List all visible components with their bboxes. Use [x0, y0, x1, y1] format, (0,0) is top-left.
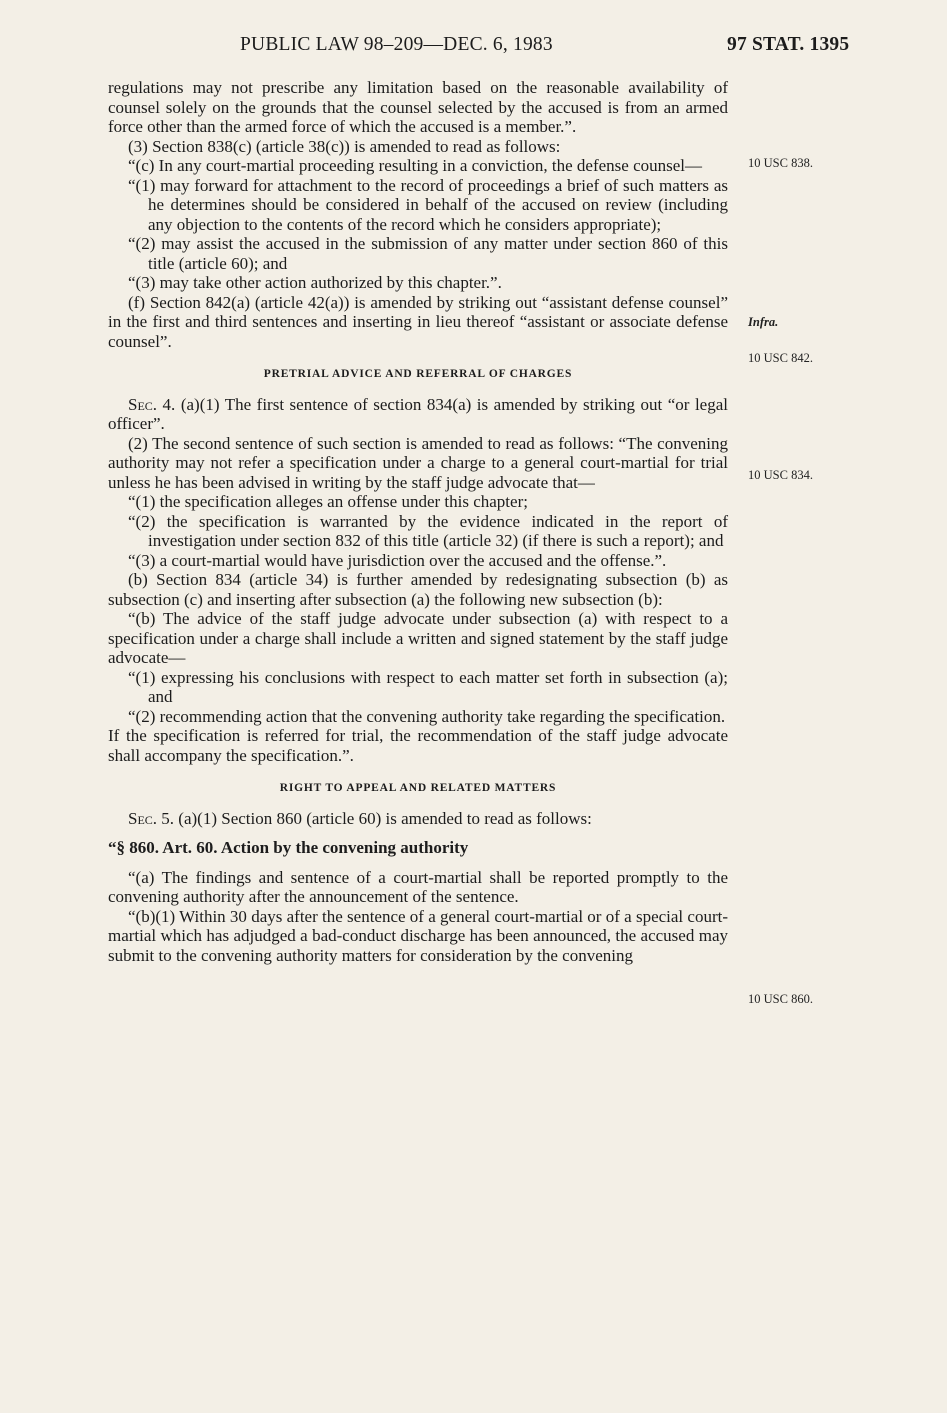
body-text	[108, 78, 728, 965]
section-label: Sec. 4.	[128, 394, 176, 414]
paragraph: (2) The second sentence of such section is amended to read as follows: “The convening authority may not refer a specification under a charge to a general court-martial for trial unless he has been advised in writing by the staff judge advocate that—	[108, 433, 728, 492]
paragraph: “(1) expressing his conclusions with respect to each matter set forth in subsection (a); and	[128, 667, 728, 706]
section-heading: PRETRIAL ADVICE AND REFERRAL OF CHARGES	[263, 368, 573, 380]
paragraph: “(3) a court-martial would have jurisdiction over the accused and the offense.”.	[128, 550, 667, 570]
paragraph-text: (a)(1) The first sentence of section 834(a) is amended by striking out “or legal officer”.	[108, 394, 728, 433]
margin-note-infra: Infra.	[748, 315, 779, 329]
paragraph: “(2) may assist the accused in the submission of any matter under section 860 of this title (article 60); and	[128, 234, 728, 273]
margin-note-10usc838: 10 USC 838.	[748, 156, 813, 170]
paragraph: “(1) the specification alleges an offense under this chapter;	[128, 492, 528, 511]
paragraph: “(3) may take other action authorized by this chapter.”.	[128, 273, 502, 292]
paragraph: If the specification is referred for trial, the recommendation of the staff judge advocate shall accompany the specification.”.	[108, 726, 728, 765]
paragraph: “(b) The advice of the staff judge advocate under subsection (a) with respect to a specification under a charge shall include a written and signed statement by the staff judge advocate—	[108, 609, 728, 667]
paragraph: “(b)(1) Within 30 days after the sentence of a general court-martial or of a special court-martial which has adjudged a bad-conduct discharge has been announced, the accused may submit to the convening authority matters for consideration by the convening	[108, 906, 728, 965]
margin-note-10usc860: 10 USC 860.	[748, 992, 813, 1006]
paragraph: (f) Section 842(a) (article 42(a)) is amended by striking out “assistant defense counsel” in the first and third sentences and inserting in lieu thereof “assistant or associate defense counsel”.	[108, 292, 728, 351]
paragraph: (3) Section 838(c) (article 38(c)) is amended to read as follows:	[128, 136, 561, 156]
margin-note-10usc842: 10 USC 842.	[748, 351, 813, 365]
paragraph: “(c) In any court-martial proceeding resulting in a conviction, the defense counsel—	[128, 156, 703, 175]
section-title: “§ 860. Art. 60. Action by the convening authority	[108, 838, 469, 857]
paragraph: “(2) recommending action that the convening authority take regarding the specification.	[128, 706, 726, 726]
paragraph-text: (a)(1) Section 860 (article 60) is amended to read as follows:	[174, 808, 592, 828]
running-header-stat: 97 STAT. 1395	[727, 34, 850, 55]
paragraph	[108, 809, 728, 829]
running-header-title: PUBLIC LAW 98–209—DEC. 6, 1983	[240, 34, 553, 55]
section-label: Sec. 5.	[128, 808, 175, 828]
paragraph: (b) Section 834 (article 34) is further amended by redesignating subsection (b) as subsection (c) and inserting after subsection (a) the following new subsection (b):	[108, 570, 728, 609]
section-heading: RIGHT TO APPEAL AND RELATED MATTERS	[279, 782, 557, 794]
paragraph: “(a) The findings and sentence of a court-martial shall be reported promptly to the convening authority after the announcement of the sentence.	[108, 867, 728, 906]
paragraph: “(1) may forward for attachment to the record of proceedings a brief of such matters as he determines should be considered in behalf of the accused on review (including any objection to the contents of the record which he considers appropriate);	[128, 175, 728, 234]
paragraph	[108, 395, 728, 434]
paragraph: regulations may not prescribe any limitation based on the reasonable availability of counsel solely on the grounds that the counsel selected by the accused is from an armed force other than the armed force of which the accused is a member.”.	[108, 78, 728, 136]
margin-note-10usc834: 10 USC 834.	[748, 468, 813, 482]
paragraph: “(2) the specification is warranted by the evidence indicated in the report of investigation under section 832 of this title (article 32) (if there is such a report); and	[128, 511, 728, 550]
